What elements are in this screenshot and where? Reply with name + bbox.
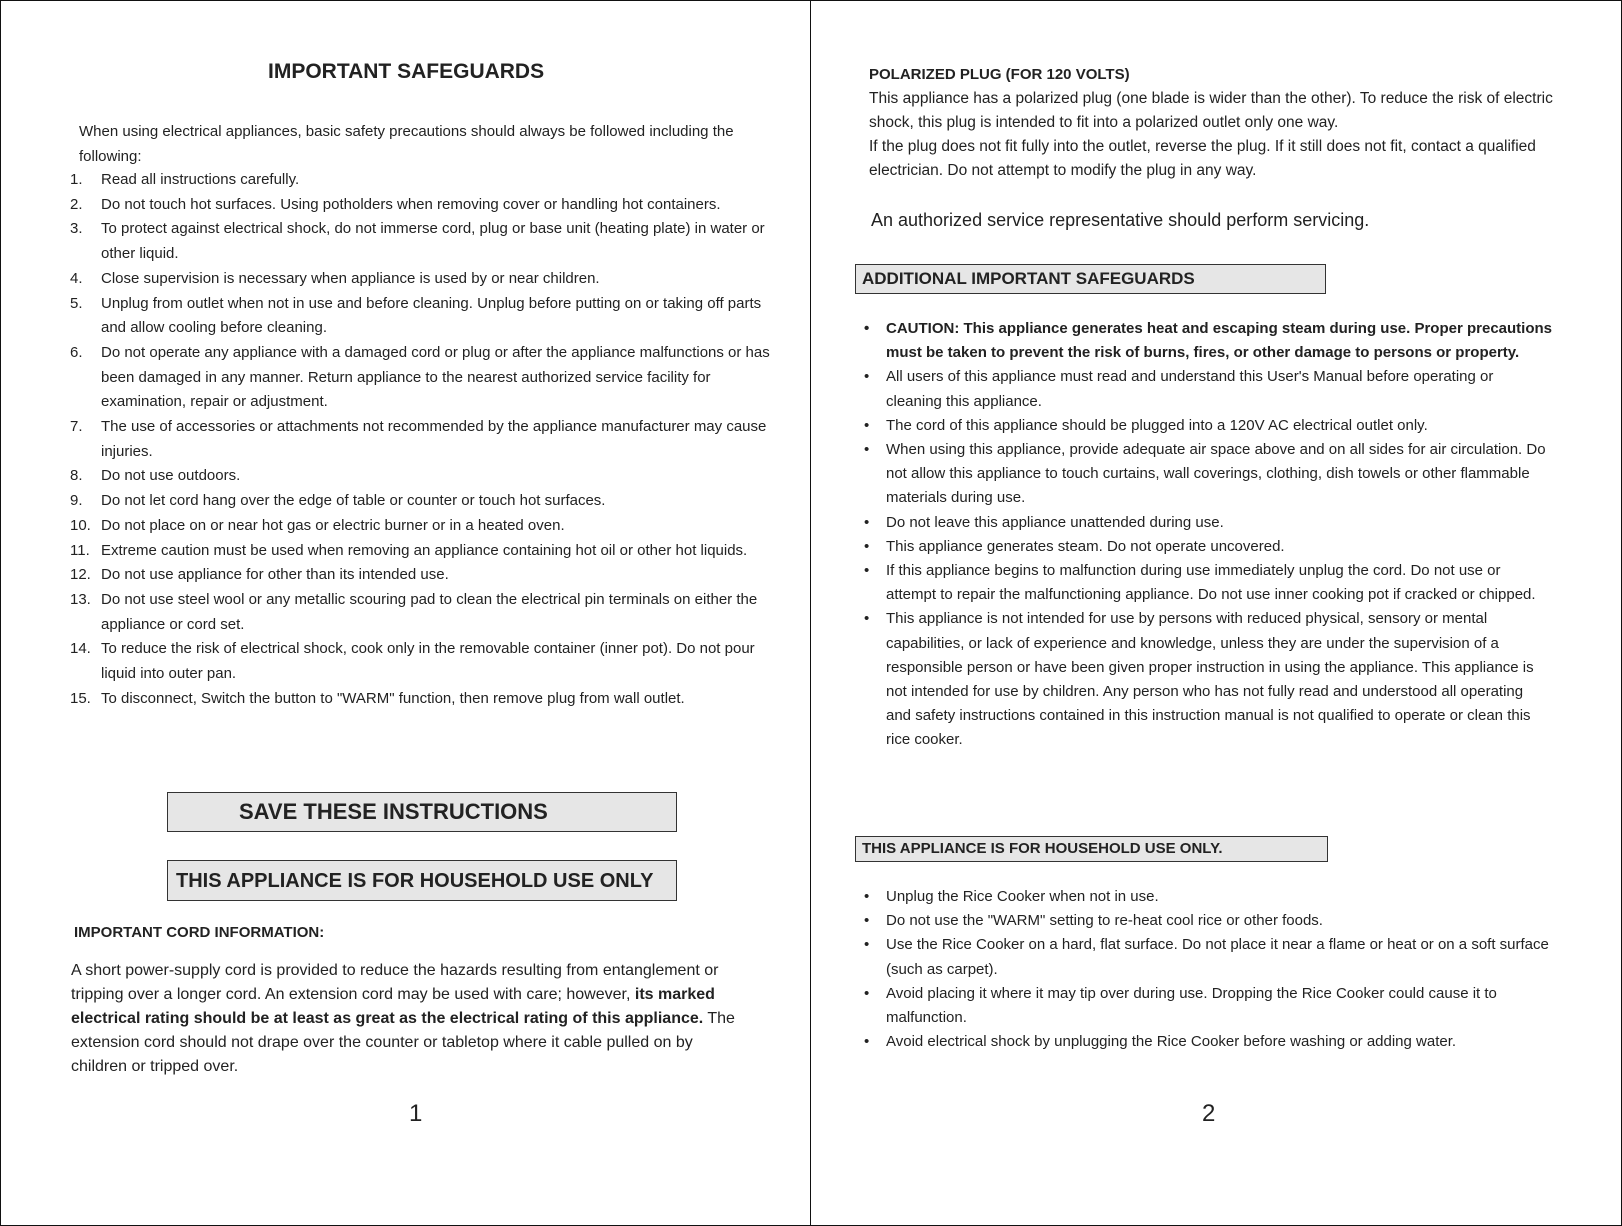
list-item: • This appliance generates steam. Do not operate uncovered. (862, 535, 1552, 559)
household-use-box: THIS APPLIANCE IS FOR HOUSEHOLD USE ONLY (167, 860, 677, 901)
list-item (70, 514, 770, 539)
list-text: Do not use outdoors. (101, 467, 241, 485)
list-item (70, 168, 770, 193)
page-title: IMPORTANT SAFEGUARDS (268, 60, 545, 83)
additional-safeguards-list (862, 317, 1552, 753)
list-item (70, 415, 770, 464)
additional-safeguards-box: ADDITIONAL IMPORTANT SAFEGUARDS (855, 264, 1326, 294)
list-number: 6. (70, 343, 83, 361)
list-item: • Avoid electrical shock by unplugging the Rice Cooker before washing or adding water. (862, 1030, 1552, 1054)
list-item (70, 292, 770, 341)
list-number: 11. (70, 541, 90, 559)
list-text: To reduce the risk of electrical shock, cook only in the removable container (inner pot). Do not pour liquid into outer pan. (101, 640, 755, 683)
list-number: 8. (70, 467, 83, 485)
list-item (70, 563, 770, 588)
list-number: 15. (70, 689, 91, 707)
list-number: 1. (70, 171, 83, 188)
list-item (70, 217, 770, 266)
page-number: 1 (409, 1100, 423, 1127)
list-text: To protect against electrical shock, do not immerse cord, plug or base unit (heating plate) in water or other liquid. (101, 220, 765, 263)
service-note: An authorized service representative should perform servicing. (871, 210, 1370, 230)
list-item (70, 193, 770, 218)
cord-text: A short power-supply cord is provided to reduce the hazards resulting from entanglement or tripping over a longer cord. An extension cord may be used with care; however, (71, 962, 719, 1003)
list-item (70, 341, 770, 415)
list-text: Read all instructions carefully. (101, 171, 300, 188)
household-use-box: THIS APPLIANCE IS FOR HOUSEHOLD USE ONLY. (855, 836, 1328, 862)
list-text: Extreme caution must be used when removing an appliance containing hot oil or other hot liquids. (101, 541, 748, 559)
list-text: Do not use appliance for other than its intended use. (101, 566, 449, 584)
list-item: • All users of this appliance must read and understand this User's Manual before operating or cleaning this appliance. (862, 365, 1552, 413)
polarized-plug-heading: POLARIZED PLUG (FOR 120 VOLTS) (869, 66, 1130, 83)
page-number: 2 (1202, 1100, 1216, 1127)
list-text: Do not touch hot surfaces. Using potholders when removing cover or handling hot containers. (101, 195, 721, 213)
polarized-text-para: This appliance has a polarized plug (one blade is wider than the other). To reduce the risk of electric shock, this plug is intended to fit into a polarized outlet only one way. (869, 90, 1553, 131)
cord-text: The extension cord should not drape over the counter or tabletop where it cable pulled on by children or tripped over. (71, 1010, 735, 1075)
save-instructions-box: SAVE THESE INSTRUCTIONS (167, 792, 677, 832)
list-number: 2. (70, 195, 83, 213)
list-item: • When using this appliance, provide adequate air space above and on all sides for air circulation. Do not allow this appliance to touch curtains, wall coverings, clothing, dish towels or other flammable materials during use. (862, 438, 1552, 511)
cord-info-heading: IMPORTANT CORD INFORMATION: (74, 924, 325, 941)
polarized-text-para: If the plug does not fit fully into the outlet, reverse the plug. If it still does not fit, contact a qualified electrician. Do not attempt to modify the plug in any way. (869, 138, 1536, 179)
list-item (70, 267, 770, 292)
page-divider (810, 0, 811, 1226)
list-item (70, 588, 770, 637)
list-item: • Avoid placing it where it may tip over during use. Dropping the Rice Cooker could cause it to malfunction. (862, 982, 1552, 1030)
list-item: • Unplug the Rice Cooker when not in use. (862, 885, 1552, 909)
polarized-plug-text (869, 87, 1559, 183)
list-text: Close supervision is necessary when appliance is used by or near children. (101, 269, 600, 287)
list-item: • This appliance is not intended for use by persons with reduced physical, sensory or mental capabilities, or lack of experience and knowledge, unless they are under the supervision of a responsible person or have been given proper instruction in using the appliance. This appliance is not intended for use by children. Any person who has not fully read and understood all operating and safety instructions contained in this instruction manual is not qualified to operate or clean this rice cooker. (862, 607, 1552, 752)
list-item: • Do not use the "WARM" setting to re-heat cool rice or other foods. (862, 909, 1552, 933)
list-number: 10. (70, 516, 91, 534)
list-item: • CAUTION: This appliance generates heat and escaping steam during use. Proper precautions must be taken to prevent the risk of burns, fires, or other damage to persons or property. (862, 317, 1552, 365)
list-number: 4. (70, 269, 83, 287)
list-text: Do not operate any appliance with a damaged cord or plug or after the appliance malfunctions or has been damaged in any manner. Return appliance to the nearest authorized service facility for examination, repair or adjustment. (101, 343, 770, 411)
list-number: 9. (70, 492, 83, 510)
list-number: 7. (70, 418, 83, 436)
list-text: The use of accessories or attachments not recommended by the appliance manufacturer may cause injuries. (101, 418, 767, 460)
list-item (70, 489, 770, 514)
list-item: • Do not leave this appliance unattended during use. (862, 511, 1552, 535)
list-text: Unplug from outlet when not in use and before cleaning. Unplug before putting on or taking off parts and allow cooling before cleaning. (101, 294, 762, 337)
list-number: 13. (70, 590, 91, 608)
list-number: 12. (70, 566, 91, 584)
list-number: 5. (70, 294, 83, 312)
intro-text: When using electrical appliances, basic safety precautions should always be followed including the following: (79, 123, 734, 165)
list-item: • Use the Rice Cooker on a hard, flat surface. Do not place it near a flame or heat or on a soft surface (such as carpet). (862, 933, 1552, 981)
list-text: Do not let cord hang over the edge of table or counter or touch hot surfaces. (101, 492, 606, 510)
list-text: To disconnect, Switch the button to "WARM" function, then remove plug from wall outlet. (101, 689, 685, 707)
list-number: 3. (70, 220, 83, 238)
list-item: • If this appliance begins to malfunction during use immediately unplug the cord. Do not use or attempt to repair the malfunctioning appliance. Do not use inner cooking pot if cracked or chipped. (862, 559, 1552, 607)
list-item (70, 687, 770, 712)
cord-info-paragraph (71, 959, 751, 1079)
cord-text-emphasis: its marked electrical rating should be at least as great as the electrical rating of this appliance. (71, 986, 715, 1027)
list-item (70, 637, 770, 686)
list-text: Do not place on or near hot gas or electric burner or in a heated oven. (101, 516, 565, 534)
list-item (70, 539, 770, 564)
list-item (70, 464, 770, 489)
household-use-list (862, 885, 1552, 1054)
list-item: • The cord of this appliance should be plugged into a 120V AC electrical outlet only. (862, 414, 1552, 438)
safeguard-list (70, 168, 770, 711)
list-number: 14. (70, 640, 91, 658)
list-text: Do not use steel wool or any metallic scouring pad to clean the electrical pin terminals on either the appliance or cord set. (101, 590, 758, 633)
